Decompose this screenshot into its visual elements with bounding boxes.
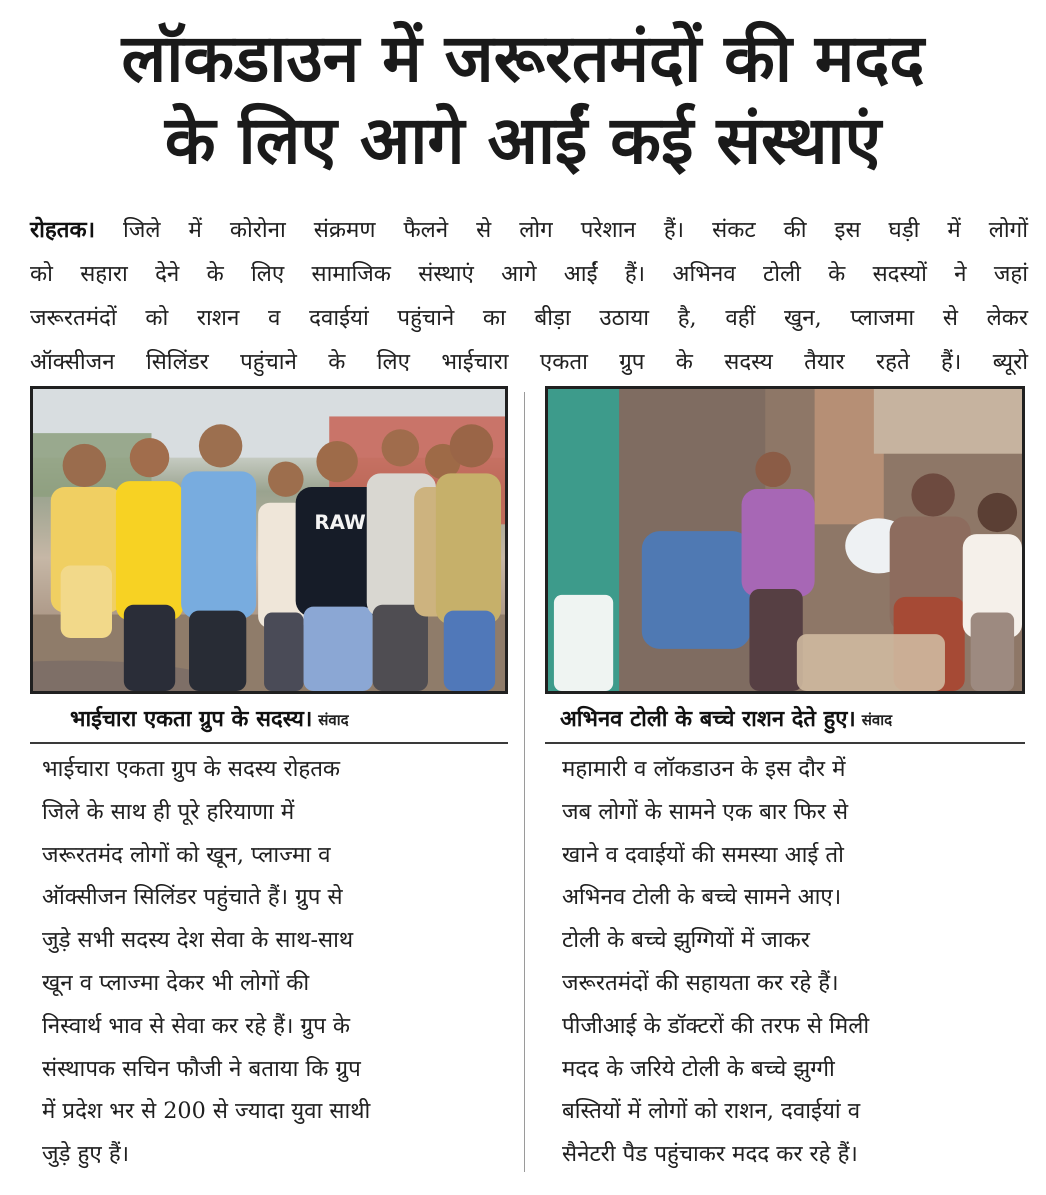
headline xyxy=(20,18,1026,182)
dateline: रोहतक। xyxy=(30,217,96,243)
intro-line-4: ऑक्सीजन सिलिंडर पहुंचाने के लिए भाईचारा एकता ग्रुप के सदस्य तैयार रहते हैं। ब्यूरो xyxy=(30,349,1028,375)
right-column-line: महामारी व लॉकडाउन के इस दौर में xyxy=(562,756,846,782)
left-column-line: ऑक्सीजन सिलिंडर पहुंचाते हैं। ग्रुप से xyxy=(42,884,343,911)
group-photo-illustration xyxy=(33,389,505,691)
left-column-line: जुड़े सभी सदस्य देश सेवा के साथ-साथ xyxy=(42,927,354,954)
right-column-text xyxy=(562,748,1017,1176)
intro-line-3: जरूरतमंदों को राशन व दवाईयां पहुंचाने का बीड़ा उठाया है, वहीं खुन, प्लाजमा से लेकर xyxy=(30,305,1028,331)
photo-caption-left xyxy=(70,701,349,739)
right-column-line: सैनेटरी पैड पहुंचाकर मदद कर रहे हैं। xyxy=(562,1141,858,1168)
right-column-line: खाने व दवाईयों की समस्या आई तो xyxy=(562,841,844,868)
right-column-line: मदद के जरिये टोली के बच्चे झुग्गी xyxy=(562,1055,835,1082)
photo-caption-right-text: अभिनव टोली के बच्चे राशन देते हुए। xyxy=(560,707,856,732)
intro-paragraph xyxy=(30,208,1028,384)
caption-rule-right xyxy=(545,742,1025,744)
photo-credit-left: संवाद xyxy=(318,711,349,729)
photo-caption-right xyxy=(560,701,892,739)
intro-line-1-text: जिले में कोरोना संक्रमण फैलने से लोग परेशान हैं। संकट की इस घड़ी में लोगों xyxy=(123,217,1028,243)
left-column-line: भाईचारा एकता ग्रुप के सदस्य रोहतक xyxy=(42,756,341,782)
raw-shirt-text: RAW xyxy=(314,511,366,535)
intro-line-1 xyxy=(30,208,1028,252)
left-column-line: खून व प्लाज्मा देकर भी लोगों की xyxy=(42,969,310,996)
right-column-line: टोली के बच्चे झुग्गियों में जाकर xyxy=(562,927,810,954)
right-column-line: बस्तियों में लोगों को राशन, दवाईयां व xyxy=(562,1098,861,1125)
left-column-text xyxy=(42,748,497,1176)
group-photo-left xyxy=(30,386,508,694)
intro-line-2: को सहारा देने के लिए सामाजिक संस्थाएं आगे आईं हैं। अभिनव टोली के सदस्यों ने जहां xyxy=(30,261,1028,287)
photo-caption-left-text: भाईचारा एकता ग्रुप के सदस्य। xyxy=(70,707,313,732)
right-column-line: जब लोगों के सामने एक बार फिर से xyxy=(562,798,849,825)
column-divider xyxy=(524,392,525,1172)
left-column-line: में प्रदेश भर से 200 से ज्यादा युवा साथी xyxy=(42,1098,371,1125)
right-column-line: पीजीआई के डॉक्टरों की तरफ से मिली xyxy=(562,1012,870,1039)
right-column-line: अभिनव टोली के बच्चे सामने आए। xyxy=(562,884,842,911)
ration-photo-illustration xyxy=(548,389,1022,691)
left-column-line: जुड़े हुए हैं। xyxy=(42,1141,130,1168)
left-column-line: संस्थापक सचिन फौजी ने बताया कि ग्रुप xyxy=(42,1055,361,1082)
photo-credit-right: संवाद xyxy=(861,711,893,729)
right-column-line: जरूरतमंदों की सहायता कर रहे हैं। xyxy=(562,969,839,996)
headline-line-2: के लिए आगे आईं कई संस्थाएं xyxy=(164,102,882,179)
caption-rule-left xyxy=(30,742,508,744)
left-column-line: निस्वार्थ भाव से सेवा कर रहे हैं। ग्रुप के xyxy=(42,1012,350,1039)
headline-line-1: लॉकडाउन में जरूरतमंदों की मदद xyxy=(121,20,925,97)
ration-distribution-photo xyxy=(545,386,1025,694)
left-column-line: जरूरतमंद लोगों को खून, प्लाज्मा व xyxy=(42,841,331,868)
left-column-line: जिले के साथ ही पूरे हरियाणा में xyxy=(42,798,295,825)
